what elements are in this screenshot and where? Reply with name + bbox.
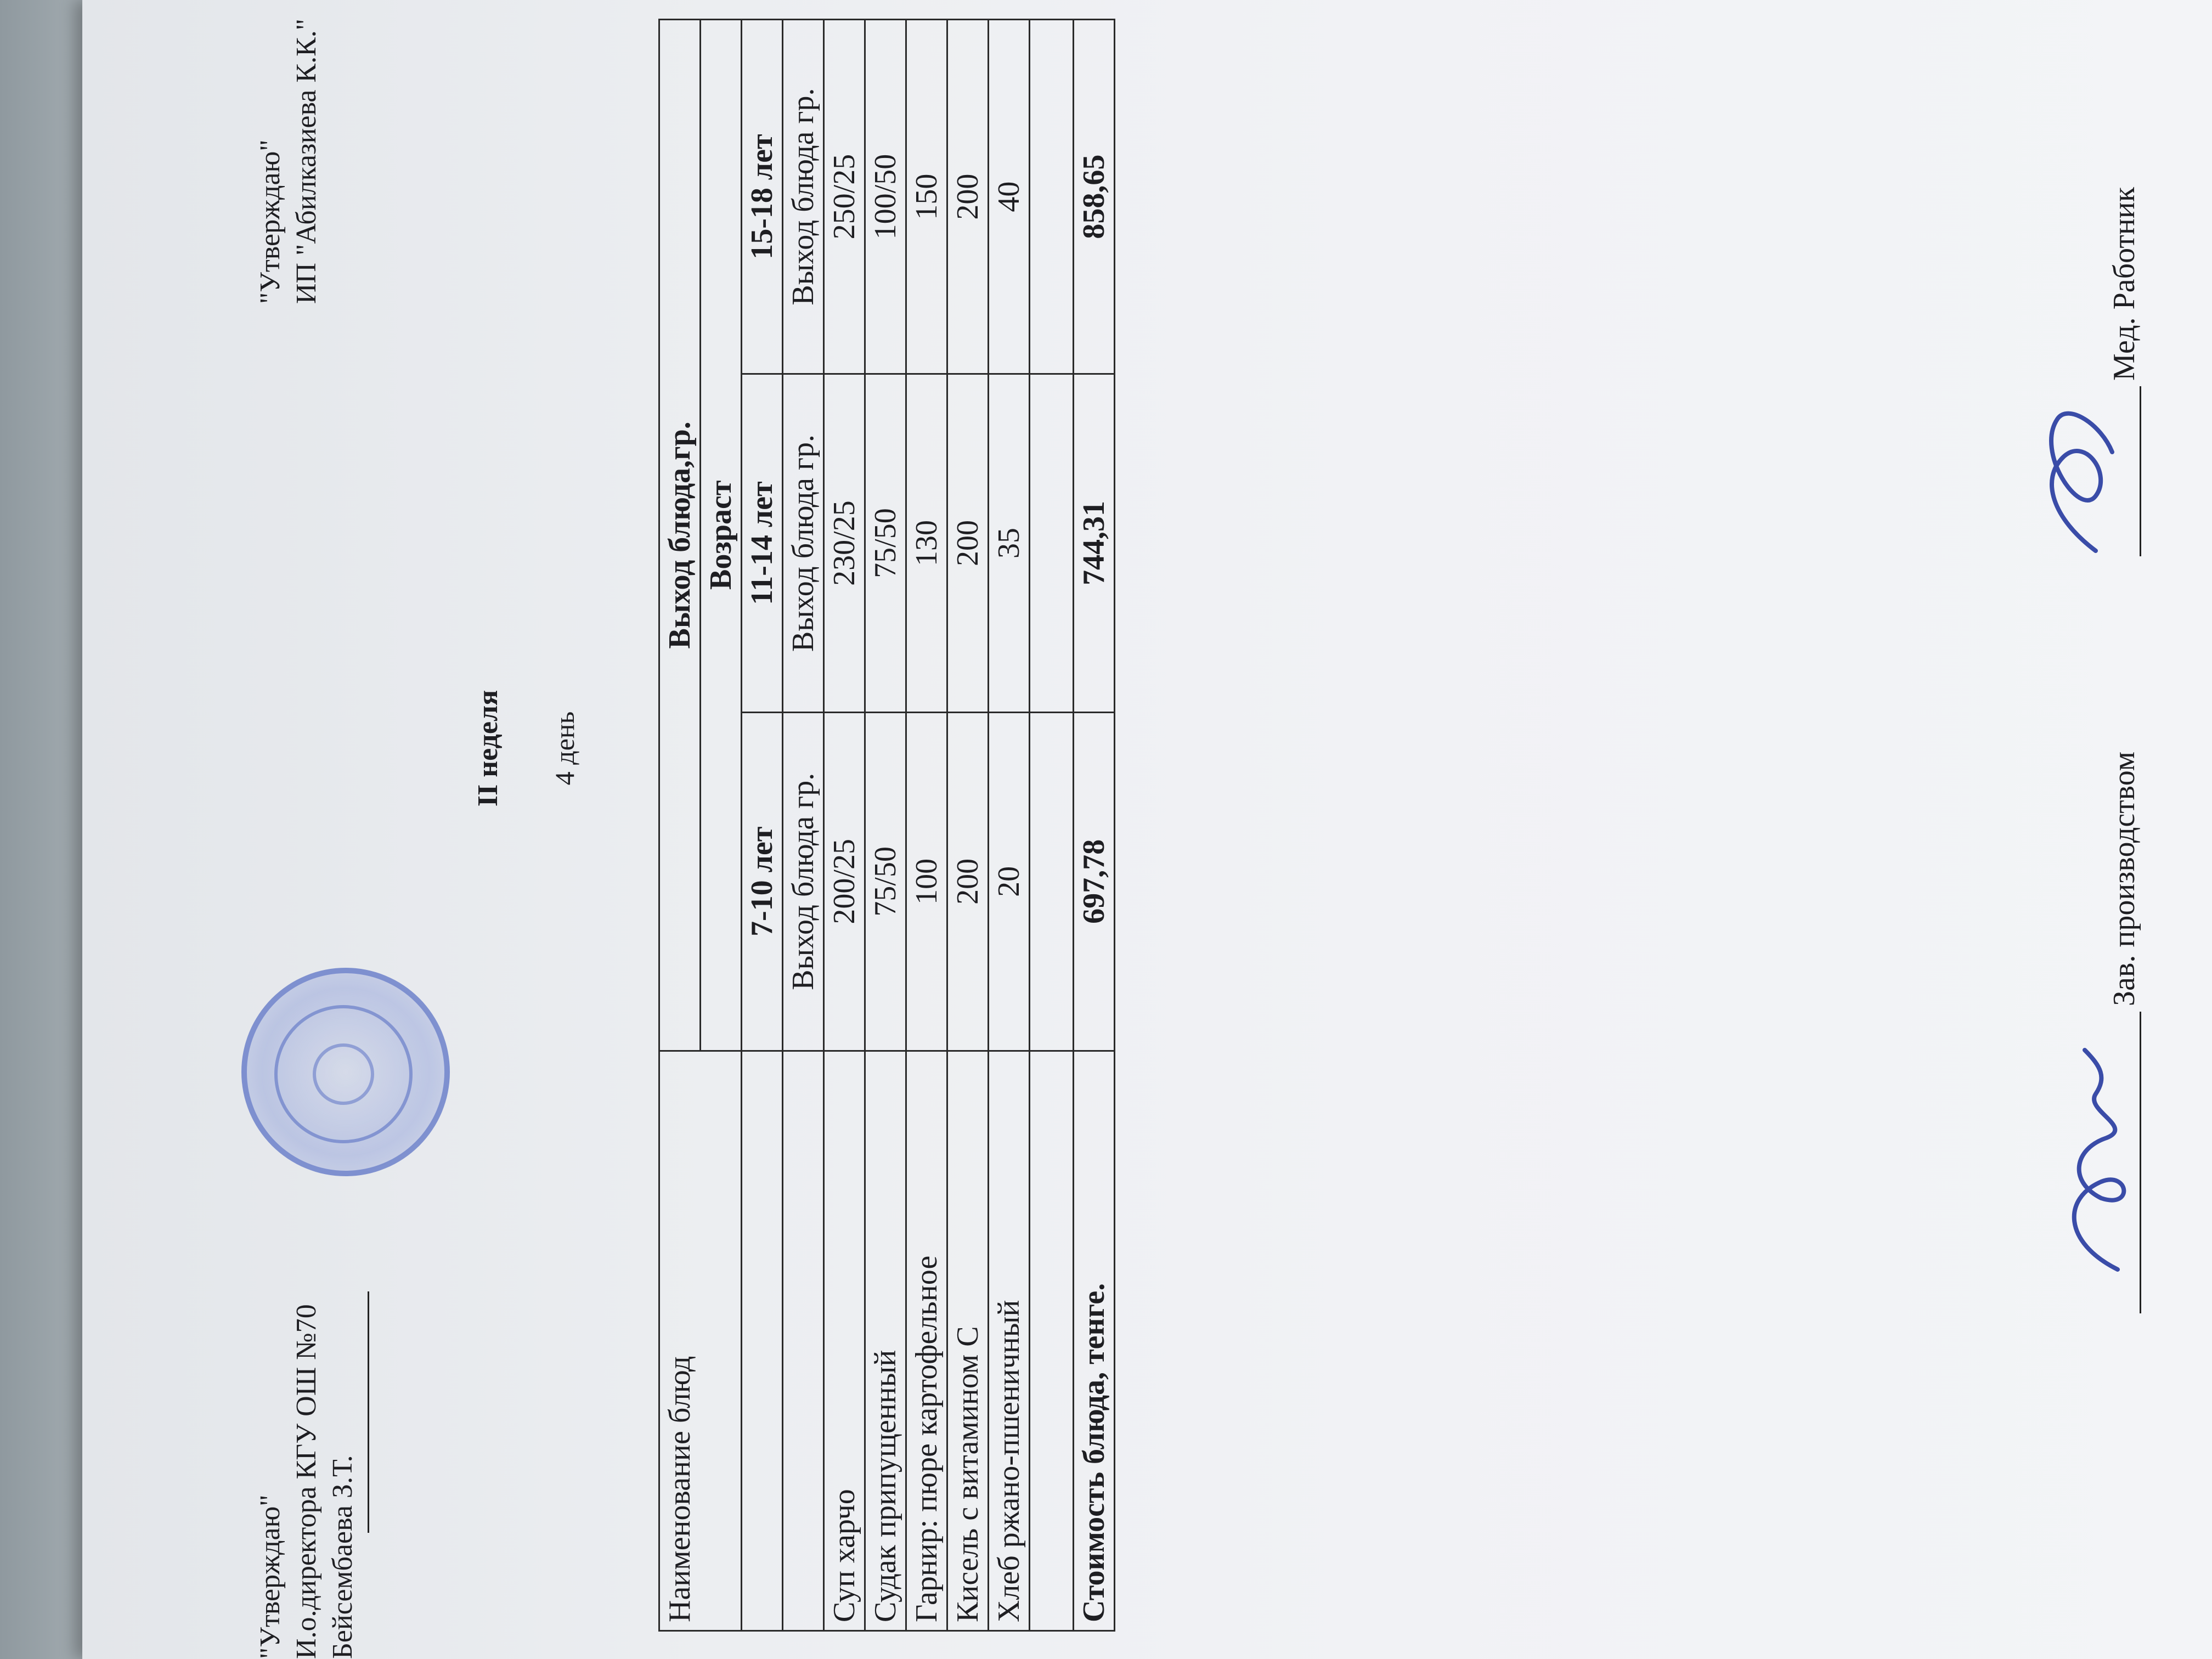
table-row-cost: [1074, 20, 1115, 1631]
dish-value: 40: [989, 20, 1030, 374]
dish-value: 200/25: [824, 712, 865, 1051]
header-left: [252, 19, 325, 304]
dish-name: Кисель с витамином С: [947, 1051, 989, 1630]
med-worker-label: Мед. Работник: [2107, 187, 2141, 381]
dish-value: 130: [906, 374, 947, 713]
med-worker-signature: [2030, 386, 2140, 562]
header-right-position: И.о.директора КГУ ОШ №70: [291, 1304, 322, 1659]
official-stamp: [241, 968, 450, 1176]
header-left-approved: "Утверждаю": [255, 139, 286, 304]
dish-value: 100: [906, 712, 947, 1051]
cost-value: 697,78: [1074, 712, 1115, 1051]
header-empty-cell: [742, 1051, 783, 1630]
age-group-11-14: 11-14 лет: [742, 374, 783, 713]
dish-value: 150: [906, 20, 947, 374]
empty-cell: [1030, 712, 1074, 1051]
dish-value: 20: [989, 712, 1030, 1051]
menu-table: [658, 19, 1115, 1632]
table-row: [906, 20, 947, 1631]
table-row: [865, 20, 906, 1631]
header-right-sign-line: [368, 1291, 369, 1533]
table-row: [824, 20, 865, 1631]
dish-value: 230/25: [824, 374, 865, 713]
dish-value: 75/50: [865, 712, 906, 1051]
table-header-row-subheaders: [783, 20, 824, 1631]
header-left-name: ИП "Абилказиева К.К.": [291, 18, 322, 304]
table-row: [947, 20, 989, 1631]
dish-value: 200: [947, 20, 989, 374]
header-output: Выход блюда,гр.: [659, 20, 701, 1051]
header-age: Возраст: [701, 20, 742, 1051]
dish-name: Судак припущенный: [865, 1051, 906, 1630]
header-dish-name: Наименование блюд: [659, 1051, 742, 1630]
header-right-name: Бейсембаева З.Т.: [327, 1455, 358, 1659]
dish-value: 75/50: [865, 374, 906, 713]
med-worker-sign-line: [2140, 386, 2141, 556]
age-group-15-18: 15-18 лет: [742, 20, 783, 374]
document-page: [230, 0, 2196, 1659]
dish-value: 200: [947, 712, 989, 1051]
table-header-row-age-groups: [742, 20, 783, 1631]
subheader-output-15-18: Выход блюда гр.: [783, 20, 824, 374]
dish-value: 100/50: [865, 20, 906, 374]
dish-value: 200: [947, 374, 989, 713]
table-header-row-output: [659, 20, 701, 1631]
cost-label: Стоимость блюда, тенге.: [1074, 1051, 1115, 1630]
page-subtitle: 4 день: [549, 711, 580, 786]
cost-value: 858,65: [1074, 20, 1115, 374]
dish-name: Хлеб ржано-пшеничный: [989, 1051, 1030, 1630]
subheader-empty-cell: [783, 1051, 824, 1630]
page-title: II неделя: [472, 690, 504, 807]
subheader-output-7-10: Выход блюда гр.: [783, 712, 824, 1051]
dish-value: 250/25: [824, 20, 865, 374]
dish-value: 35: [989, 374, 1030, 713]
header-right-approved: "Утверждаю": [255, 1494, 286, 1659]
table-row: [989, 20, 1030, 1631]
cost-value: 744,31: [1074, 374, 1115, 713]
dish-name: Гарнир: пюре картофельное: [906, 1051, 947, 1630]
production-head-label: Зав. производством: [2107, 751, 2141, 1006]
empty-cell: [1030, 1051, 1074, 1630]
age-group-7-10: 7-10 лет: [742, 712, 783, 1051]
table-row-empty: [1030, 20, 1074, 1631]
empty-cell: [1030, 374, 1074, 713]
header-right: [252, 1304, 361, 1659]
stamp-core: [313, 1043, 374, 1105]
production-head-signature: [2052, 1045, 2156, 1275]
subheader-output-11-14: Выход блюда гр.: [783, 374, 824, 713]
dish-name: Суп харчо: [824, 1051, 865, 1630]
empty-cell: [1030, 20, 1074, 374]
